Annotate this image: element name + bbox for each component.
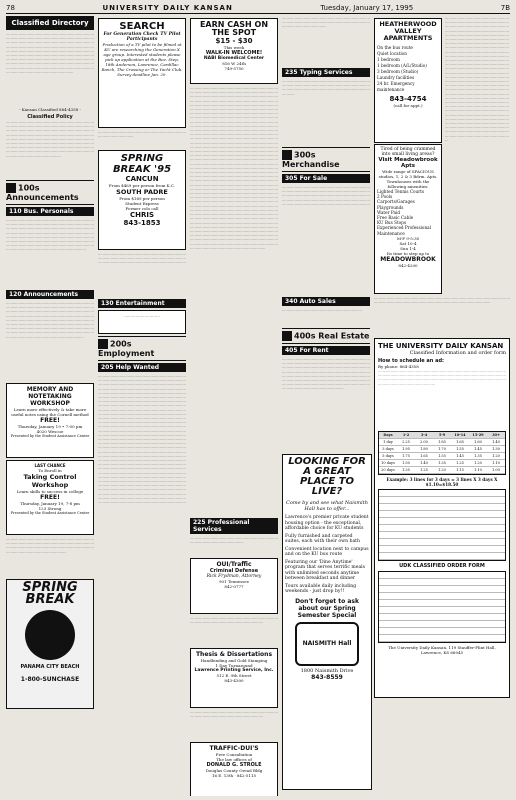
trade-buy-sell-ad: ............................ — [98, 310, 186, 334]
column-5 — [374, 16, 510, 796]
rate-table-header: Days 1-2 3-4 5-9 10-14 15-29 30+ — [379, 432, 505, 439]
sun-logo — [25, 610, 75, 660]
heatherwood-feature-7: 24 hr. Emergency maintenance — [377, 81, 415, 92]
col2-mid-text: ....................................................................................................................................................................................................................................... — [98, 252, 186, 265]
table-row: 1 day 2.25 2.00 1.85 1.65 1.60 1.40 — [379, 439, 505, 446]
typing-bar: 235 Typing Services — [282, 68, 370, 77]
professional-services-bar: 225 Professional Services — [190, 518, 278, 534]
meadowbrook-feature-8: Experienced Professional Maintenance — [377, 225, 431, 236]
merchandise-header: 300s Merchandise — [282, 147, 370, 172]
help-wanted-bar: 205 Help Wanted — [98, 363, 186, 372]
table-row: 3 days 1.95 1.80 1.70 1.55 1.45 1.30 — [379, 446, 505, 453]
column-1 — [6, 16, 94, 796]
auto-sales-bar: 340 Auto Sales — [282, 297, 370, 306]
meadowbrook-ad: Tired of being crammed into small living areas? Visit Meadowbrook Apts Wide range of SPACIOUS studios, 1, 2 & 3 Bdrm. Apts. Townhouses with the following amenities: Lighted Tennis Courts 2 Pools Carports/Garages Playgrounds Water Paid Free Basic Cable KU Bus Stops Experienced Professional Maintenance M-F 9-5:30 Sat 10-4 Sun 1-4 Its time to step up to MEADOWBROOK 842-4200 — [374, 144, 442, 294]
heatherwood-feature-2: Quiet location — [377, 51, 407, 56]
spring-break-big-ad: SPRING BREAK PANAMA CITY BEACH 1-800-SUNCHASE — [6, 579, 94, 709]
table-row: 20 days 1.35 1.25 1.20 1.15 1.10 1.00 — [379, 467, 505, 474]
issue-date: Tuesday, January 17, 1995 — [320, 4, 414, 12]
for-sale-text: ................................................................................................................................................................................................................................................................................................................................................................................................. — [282, 185, 370, 206]
professional-text: ............................................................................................................................ — [190, 536, 278, 545]
page-number-right: 7B — [500, 4, 510, 12]
for-sale-bar: 305 For Sale — [282, 174, 370, 183]
entertainment-bar: 130 Entertainment — [98, 299, 186, 308]
for-rent-text: ................................................................................................................................................................................................................................................................................................................................................................................................................................................................................................................................................................................................................. — [282, 357, 370, 391]
col3-mid-text: ............................................................................................................................................. — [190, 616, 278, 625]
heatherwood-ad: HEATHERWOOD VALLEY APARTMENTS On the bus route Quiet location 1 bedroom 1 bedroom (A/L/Studio) 3 bedroom (Studio) Laundry facilities 24 hr. Emergency maintenance 843-4754 (call for appt.) — [374, 18, 442, 143]
meadowbrook-feature-1: Lighted Tennis Courts — [377, 189, 425, 194]
bus-personals-bar: 110 Bus. Personals — [6, 207, 94, 216]
help-wanted-text: ................................................................................................................................................................................................................................................................................................................................................................................................................................................................................................................................................................................................................................................................................................................................................................................................................................................................................................................................................................................................................................................................................................................................................................................................................................................................................................................................................................................................................................................................................................................................................................................................................................................................................................................................................................................................................................................................................................................................................................................................................................................................................................................................................................................................................................................................................................................................................................................................................................................................................... — [98, 374, 186, 505]
heatherwood-feature-6: Laundry facilities — [377, 75, 415, 80]
col2-top-text: ............................................................................................................ — [98, 130, 186, 139]
megaphone-icon — [6, 183, 16, 193]
order-form-instructions: .................................................................................................................................................................................................................................................................................................................................................................................................. — [378, 369, 506, 386]
meadowbrook-feature-5: Water Paid — [377, 209, 401, 215]
memory-workshop-ad: MEMORY AND NOTETAKING WORKSHOP Learn more effectively & take more useful notes using the Cornell method FREE! Thursday, January 19 • 7:00 pm 4020 Wescoe Presented by the Student Assistance Center — [6, 383, 94, 458]
col5-mid-text: ............................................................................................................................................................................................................................. — [374, 296, 510, 305]
house-icon — [282, 331, 292, 341]
heatherwood-feature-3: 1 bedroom — [377, 57, 400, 62]
col5-rent-text: ........................................................................................................................................................................................................................................................................................................................................................................................................................................................................................................................................................................................................................................................................................................................................................................................................................................................................................................................................................................................................................................................................................................................................................................................................................................................................................................................................................................................................................................................................................................................................................................................................................................................................................... — [445, 16, 509, 142]
thesis-ad: Thesis & Dissertations Handbinding and Gold Stamping 1 Day Turnaround Lawrence Printing Service, Inc. 512 E. 9th Street 843-4300 — [190, 648, 278, 708]
classified-policy-text: ........................................................................................................................................................................................................................................................................................................................................................................................................................................................................................................................................................................................................................................................................................ — [6, 120, 94, 158]
meadowbrook-feature-6: Free Basic Cable — [377, 215, 414, 221]
col3-low-text: ............................................................................................................................................. — [190, 710, 278, 719]
announcements-120-text: ............................................................................................................................................................................................................................................................................................................................................................................................................................................................................................................................................................................................................................................................................................................ — [6, 301, 94, 339]
announcements-120-bar: 120 Announcements — [6, 290, 94, 299]
spring-break-95-ad: SPRING BREAK '95 CANCUN From $469 per person from K.C. SOUTH PADRE From $169 per person Student Express Former colo call CHRIS 843-1853 — [98, 150, 186, 250]
meadowbrook-feature-7: KU Bus Stops — [377, 220, 406, 226]
page-number-left: 78 — [6, 4, 15, 12]
auto-sales-text: ...................................................................... — [282, 308, 362, 312]
oui-traffic-ad: OUI/Traffic Criminal Defense Rick Frydman, Attorney 901 Tennessee 842-0777 — [190, 558, 278, 614]
table-row: 5 days 1.75 1.65 1.55 1.45 1.35 1.20 — [379, 453, 505, 460]
real-estate-header: 400s Real Estate — [282, 328, 370, 344]
announcements-header: 100s Announcements — [6, 180, 94, 205]
earn-cash-ad: EARN CASH ON THE SPOT $15 - $30 This week WALK-IN WELCOME! NABI Biomedical Center 816 W 24th 749-5750 — [190, 18, 278, 84]
meadowbrook-feature-2: 2 Pools — [377, 194, 393, 200]
classified-policy-title: Classified Policy — [27, 114, 73, 120]
bus-personals-text: ................................................................................................................................................................................................................................................................................................................................................................................................................................................................................................................................................................................................................................. — [6, 218, 94, 252]
col4-top-text: ................................................................................................................................................................................................. — [282, 16, 370, 29]
tag-icon — [282, 150, 292, 160]
naismith-feature-4: Featuring our 'Dine Anytime' program that serves terrific meals with unlimited seconds anytime between breakfast and dinner — [285, 559, 366, 581]
employment-header: 200s Employment — [98, 336, 186, 361]
typing-text: .................................................................................................................................................................................................................................................. — [282, 79, 370, 96]
col3-help-wanted-text: ................................................................................................................................................................................................................................................................................................................................................................................................................................................................................................................................................................................................................................................................................................................................................................................................................................................................................................................................................................................................................................................................................................................................................................................................................................................................................................................................................................................................................................................................................................................................................................................................................................................................................................................................................................................................................................................................................................................................................................................................................................................................................................................................................................................................................................................................................................................................................................................................................................................................................................................................................................................................................................................................................................................................................................................................................................................................................................................................................................................................................................................................................................................ — [190, 86, 278, 250]
search-ad: SEARCH For Generation Check TV Pilot Participants Production of a TV pilot to be filmed at KU are researching the Generation X age group. Interested students please pick up application at the Bee. Step, 18th Anderson, Lawrence, Cardillac Ranch, The Crossing or The Yacht Club. Survey deadline Jan. 20. — [98, 18, 186, 128]
naismith-hall-ad: LOOKING FOR A GREAT PLACE TO LIVE? Come by and see what Naismith Hall has to offer... Lawrence's premier private student housing option - the exceptional, affordable choice for KU students Fully furnished and carpeted suites, each with their own bath Convenient location next to campus and on the KU bus route Featuring our 'Dine Anytime' program that serves terrific meals with unlimited seconds anytime between breakfast and dinner Tours available daily including weekends - just drop by!! Don't forget to ask about our Spring Semester Special NAISMITH Hall 1800 Naismith Drive 843-8559 — [282, 454, 372, 790]
classification-checkbox-grid[interactable] — [378, 489, 506, 561]
rate-table — [378, 431, 506, 475]
rate-example: Example: 3 lines for 3 days = 3 lines X 3 days X $1.10=$18.50 — [386, 477, 498, 487]
briefcase-icon — [98, 339, 108, 349]
naismith-logo: NAISMITH Hall — [295, 622, 359, 666]
column-3 — [190, 16, 278, 796]
col1-classifieds-text: ............................................................................................................................................................................................................................................................................................ — [6, 537, 94, 554]
column-2 — [98, 16, 186, 796]
meadowbrook-feature-3: Carports/Garages — [377, 199, 415, 205]
meadowbrook-feature-4: Playgrounds — [377, 204, 404, 210]
naismith-feature-2: Fully furnished and carpeted suites, each with their own bath — [285, 533, 360, 544]
heatherwood-feature-1: On the bus route — [377, 45, 413, 50]
classified-directory-text: ................................................................................................................................................................................................................................................................................................................................................................................................................................................................................................................................................................................................................................................................................................................................................................................ — [6, 32, 94, 74]
naismith-feature-3: Convenient location next to campus and on the KU bus route — [285, 546, 369, 557]
heatherwood-feature-5: 3 bedroom (Studio) — [377, 69, 419, 74]
for-rent-bar: 405 For Rent — [282, 346, 370, 355]
classified-directory-banner: Classified Directory — [6, 16, 94, 30]
heatherwood-feature-4: 1 bedroom (A/L/Studio) — [377, 63, 427, 68]
udk-order-form: THE UNIVERSITY DAILY KANSAN Classified Information and order form How to schedule an ad: By phone: 864-4358 .................................................................................................................................................................................................................................................................................................................................................................................................. Days 1-2 3-4 5-9 10-14 15-29 30+ 1 day 2.25 2.00 1.85 1.65 1.60 1.40 3 days 1.95 1.80 1.70 1.55 1.45 1.30 5 days 1.75 1.65 1.55 1.45 1.35 1.20 10 days 1.50 1.40 1.35 1.25 1.20 1.10 20 days 1.35 1.25 1.20 1.15 1.10 1.00 Example: 3 lines for 3 days = 3 lines X 3 days X $1.10=$18.50 UDK CLASSIFIED ORDER FORM The University Daily Kansan, 119 Stauffer-Flint Hall, Lawrence, KS 66045 — [374, 338, 510, 698]
publication-name: UNIVERSITY DAILY KANSAN — [102, 4, 233, 12]
kansan-phone: - Kansan Classified 864-4358 - — [19, 107, 81, 112]
traffic-dui-ad: TRAFFIC-DUI'S Free Consultation The law offices of DONALD G. STROLE Douglas County Oread Bldg 16 E. 13th · 842-5115 — [190, 742, 278, 796]
naismith-feature-1: Lawrence's premier private student housing option - the exceptional, affordable choice for KU students — [285, 515, 369, 531]
table-row: 10 days 1.50 1.40 1.35 1.25 1.20 1.10 — [379, 460, 505, 467]
page-header — [6, 3, 510, 14]
order-form-fields[interactable] — [378, 571, 506, 643]
last-chance-ad: LAST CHANCE To Enroll in Taking Control Workshop Learn skills to success in college FREE! Thursday, January 19, 7-8 pm 123 Strong Presented by the Student Assistance Center — [6, 460, 94, 535]
naismith-feature-5: Tours available daily including weekends - just drop by!! — [285, 583, 357, 594]
